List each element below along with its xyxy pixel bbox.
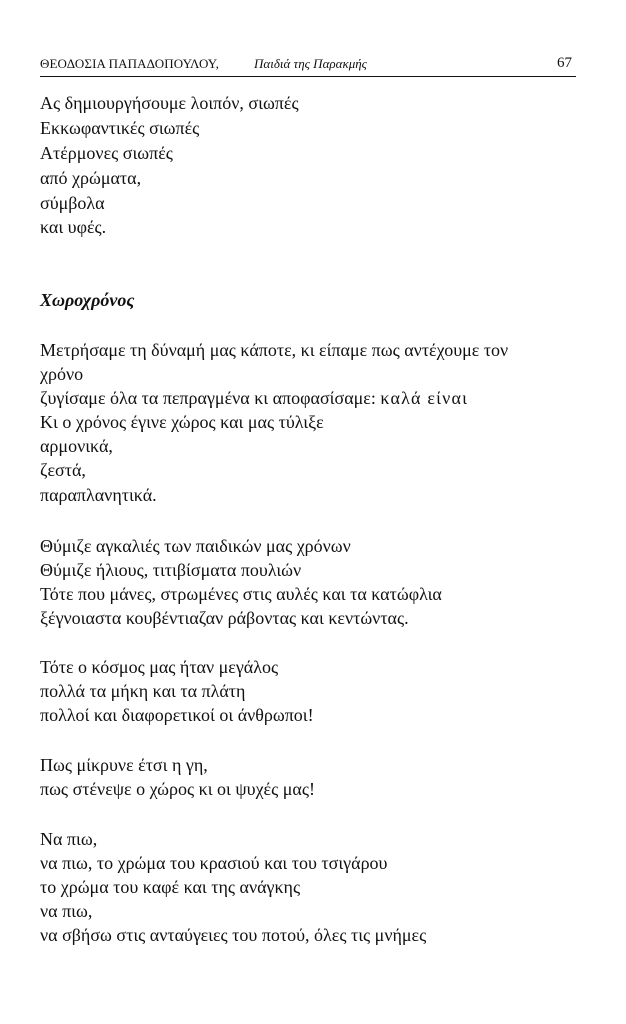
- poem-line: Εκκωφαντικές σιωπές: [40, 118, 200, 138]
- poem-line: [40, 387, 468, 409]
- poem-line: Ας δημιουργήσουμε λοιπόν, σιωπές: [40, 93, 299, 113]
- poem-line: Κι ο χρόνος έγινε χώρος και μας τύλιξε: [40, 412, 324, 432]
- poem-line: να πιω,: [40, 901, 93, 921]
- poem-line: Πως μίκρυνε έτσι η γη,: [40, 755, 208, 775]
- poem-line: Θύμιζε ήλιους, τιτιβίσματα πουλιών: [40, 560, 302, 580]
- poem-line: Ατέρμονες σιωπές: [40, 143, 173, 163]
- poem-line: ξέγνοιαστα κουβέντιαζαν ράβοντας και κεντώντας.: [40, 608, 409, 628]
- header-author: ΘΕΟΔΟΣΙΑ ΠΑΠΑΔΟΠΟΥΛΟΥ,: [40, 56, 219, 71]
- page-number: 67: [557, 55, 572, 71]
- poem-line: το χρώμα του καφέ και της ανάγκης: [40, 877, 301, 897]
- poem-line: χρόνο: [40, 364, 84, 384]
- poem-line: Θύμιζε αγκαλιές των παιδικών μας χρόνων: [40, 536, 351, 556]
- poem-line: από χρώματα,: [40, 168, 142, 188]
- poem-line: Να πιω,: [40, 829, 98, 849]
- poem-line-text: ζυγίσαμε όλα τα πεπραγμένα κι αποφασίσαμε:: [40, 388, 381, 408]
- poem-line: αρμονικά,: [40, 436, 113, 456]
- poem-line: και υφές.: [40, 217, 107, 237]
- poem-line: πολλά τα μήκη και τα πλάτη: [40, 681, 246, 701]
- poem-line-emphasis: καλά είναι: [380, 388, 469, 408]
- running-header: [40, 54, 576, 77]
- poem-line: παραπλανητικά.: [40, 485, 157, 505]
- poem-line: να πιω, το χρώμα του κρασιού και του τσιγάρου: [40, 853, 388, 873]
- poem-line: πολλοί και διαφορετικοί οι άνθρωποι!: [40, 705, 314, 725]
- poem-line: πως στένεψε ο χώρος κι οι ψυχές μας!: [40, 779, 315, 799]
- poem-line: σύμβολα: [40, 193, 105, 213]
- poem-line: Τότε που μάνες, στρωμένες στις αυλές και τα κατώφλια: [40, 584, 442, 604]
- poem-line: Μετρήσαμε τη δύναμή μας κάποτε, κι είπαμε πως αντέχουμε τον: [40, 340, 509, 360]
- poem-line: ζεστά,: [40, 460, 86, 480]
- header-book-title: Παιδιά της Παρακμής: [254, 56, 367, 71]
- poem-title: Χωροχρόνος: [40, 290, 135, 310]
- poem-line: να σβήσω στις ανταύγειες του ποτού, όλες τις μνήμες: [40, 925, 427, 945]
- poem-line: Τότε ο κόσμος μας ήταν μεγάλος: [40, 657, 279, 677]
